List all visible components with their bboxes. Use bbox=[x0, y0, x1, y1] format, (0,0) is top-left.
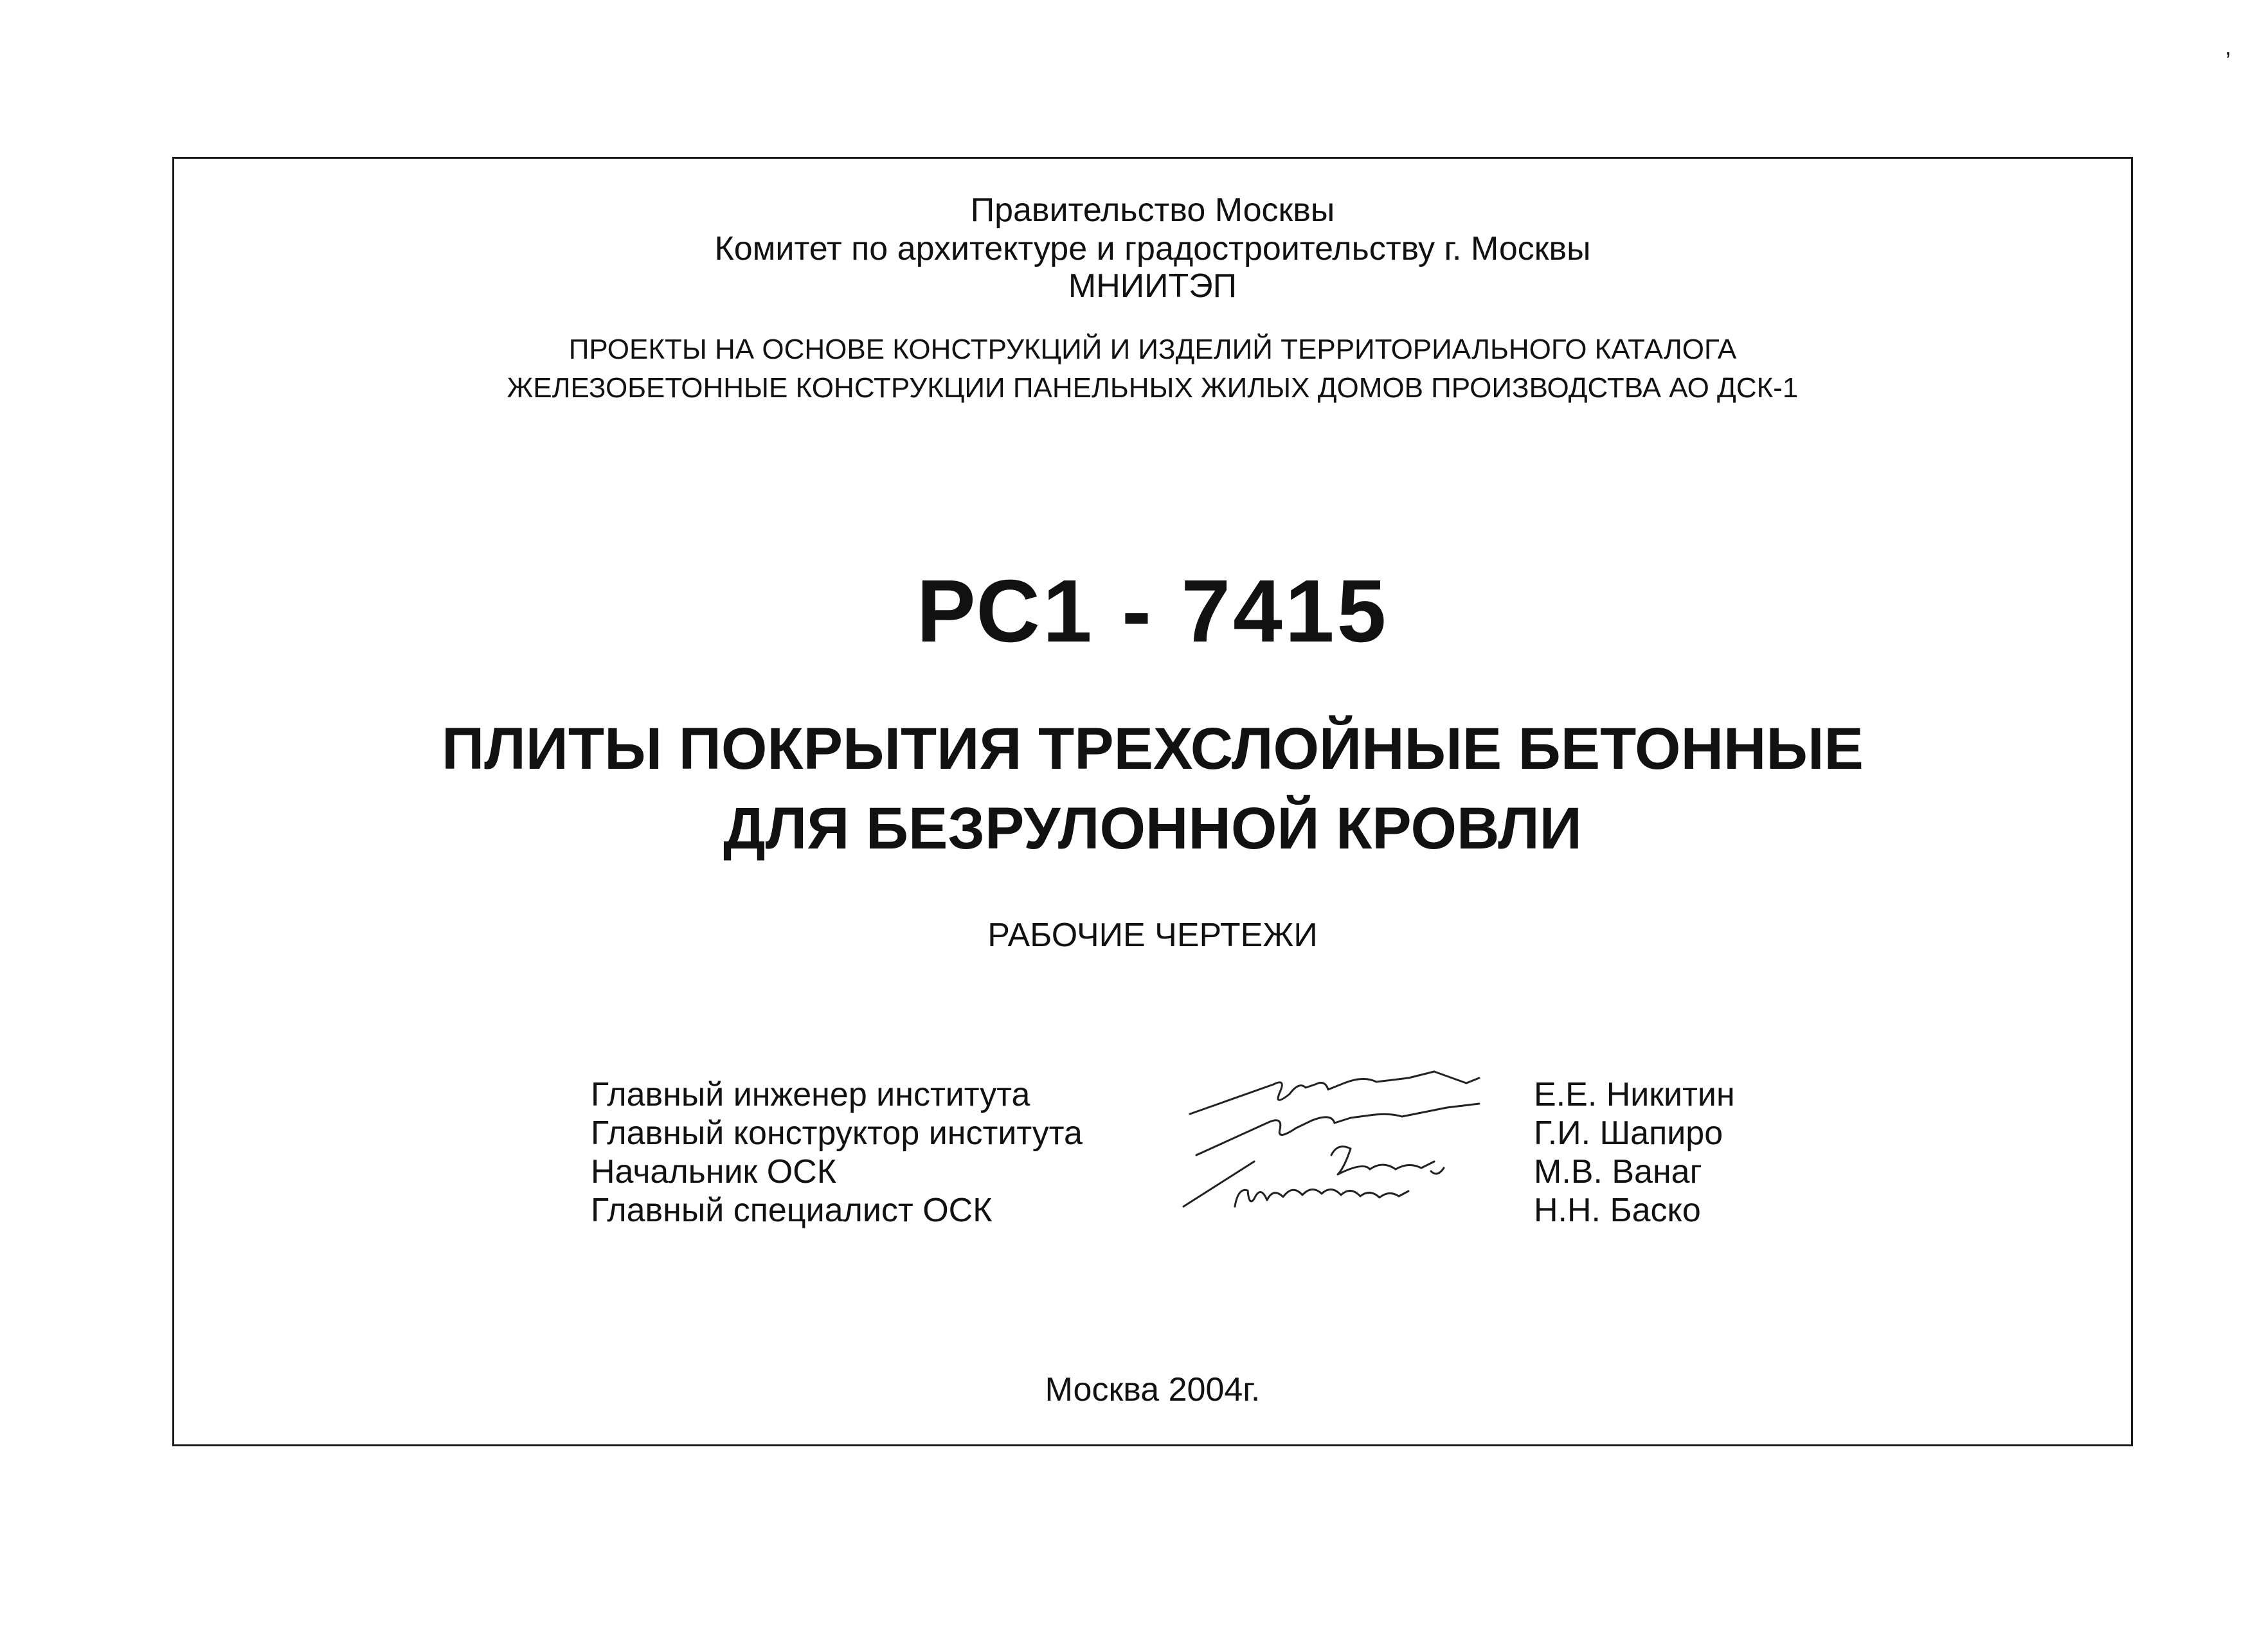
corner-mark: , bbox=[2224, 33, 2231, 60]
position-chief-specialist: Главный специалист ОСК bbox=[591, 1192, 993, 1229]
positions-column bbox=[591, 1075, 1083, 1230]
catalog-line-1: ПРОЕКТЫ НА ОСНОВЕ КОНСТРУКЦИЙ И ИЗДЕЛИЙ ТЕРРИТОРИАЛЬНОГО КАТАЛОГА bbox=[568, 334, 1737, 365]
name-nikitin: Е.Е. Никитин bbox=[1534, 1076, 1735, 1113]
signature-4 bbox=[1235, 1189, 1408, 1207]
position-chief-engineer: Главный инженер института bbox=[591, 1076, 1030, 1113]
name-shapiro: Г.И. Шапиро bbox=[1534, 1115, 1723, 1152]
place-year: Москва 2004г. bbox=[1045, 1371, 1261, 1408]
government-name: Правительство Москвы bbox=[970, 192, 1335, 229]
document-title-line-1: ПЛИТЫ ПОКРЫТИЯ ТРЕХСЛОЙНЫЕ БЕТОННЫЕ bbox=[442, 716, 1864, 782]
institute-name: МНИИТЭП bbox=[1068, 267, 1237, 305]
document-subtitle: РАБОЧИЕ ЧЕРТЕЖИ bbox=[987, 917, 1318, 954]
position-chief-designer: Главный конструктор института bbox=[591, 1115, 1083, 1152]
signature-1 bbox=[1190, 1072, 1479, 1114]
position-head-osk: Начальник ОСК bbox=[591, 1153, 837, 1190]
document-code: РС1 - 7415 bbox=[916, 562, 1389, 661]
names-column bbox=[1534, 1075, 1735, 1230]
committee-name: Комитет по архитектуре и градостроительству г. Москвы bbox=[714, 230, 1591, 267]
signatures-image bbox=[1177, 1059, 1511, 1226]
document-frame bbox=[172, 157, 2133, 1446]
signature-3 bbox=[1183, 1147, 1444, 1207]
name-basko: Н.Н. Баско bbox=[1534, 1192, 1701, 1229]
catalog-line-2: ЖЕЛЕЗОБЕТОННЫЕ КОНСТРУКЦИИ ПАНЕЛЬНЫХ ЖИЛЫХ ДОМОВ ПРОИЗВОДСТВА АО ДСК-1 bbox=[507, 372, 1799, 404]
document-title-line-2: ДЛЯ БЕЗРУЛОННОЙ КРОВЛИ bbox=[723, 796, 1582, 861]
name-vanag: М.В. Ванаг bbox=[1534, 1153, 1702, 1190]
